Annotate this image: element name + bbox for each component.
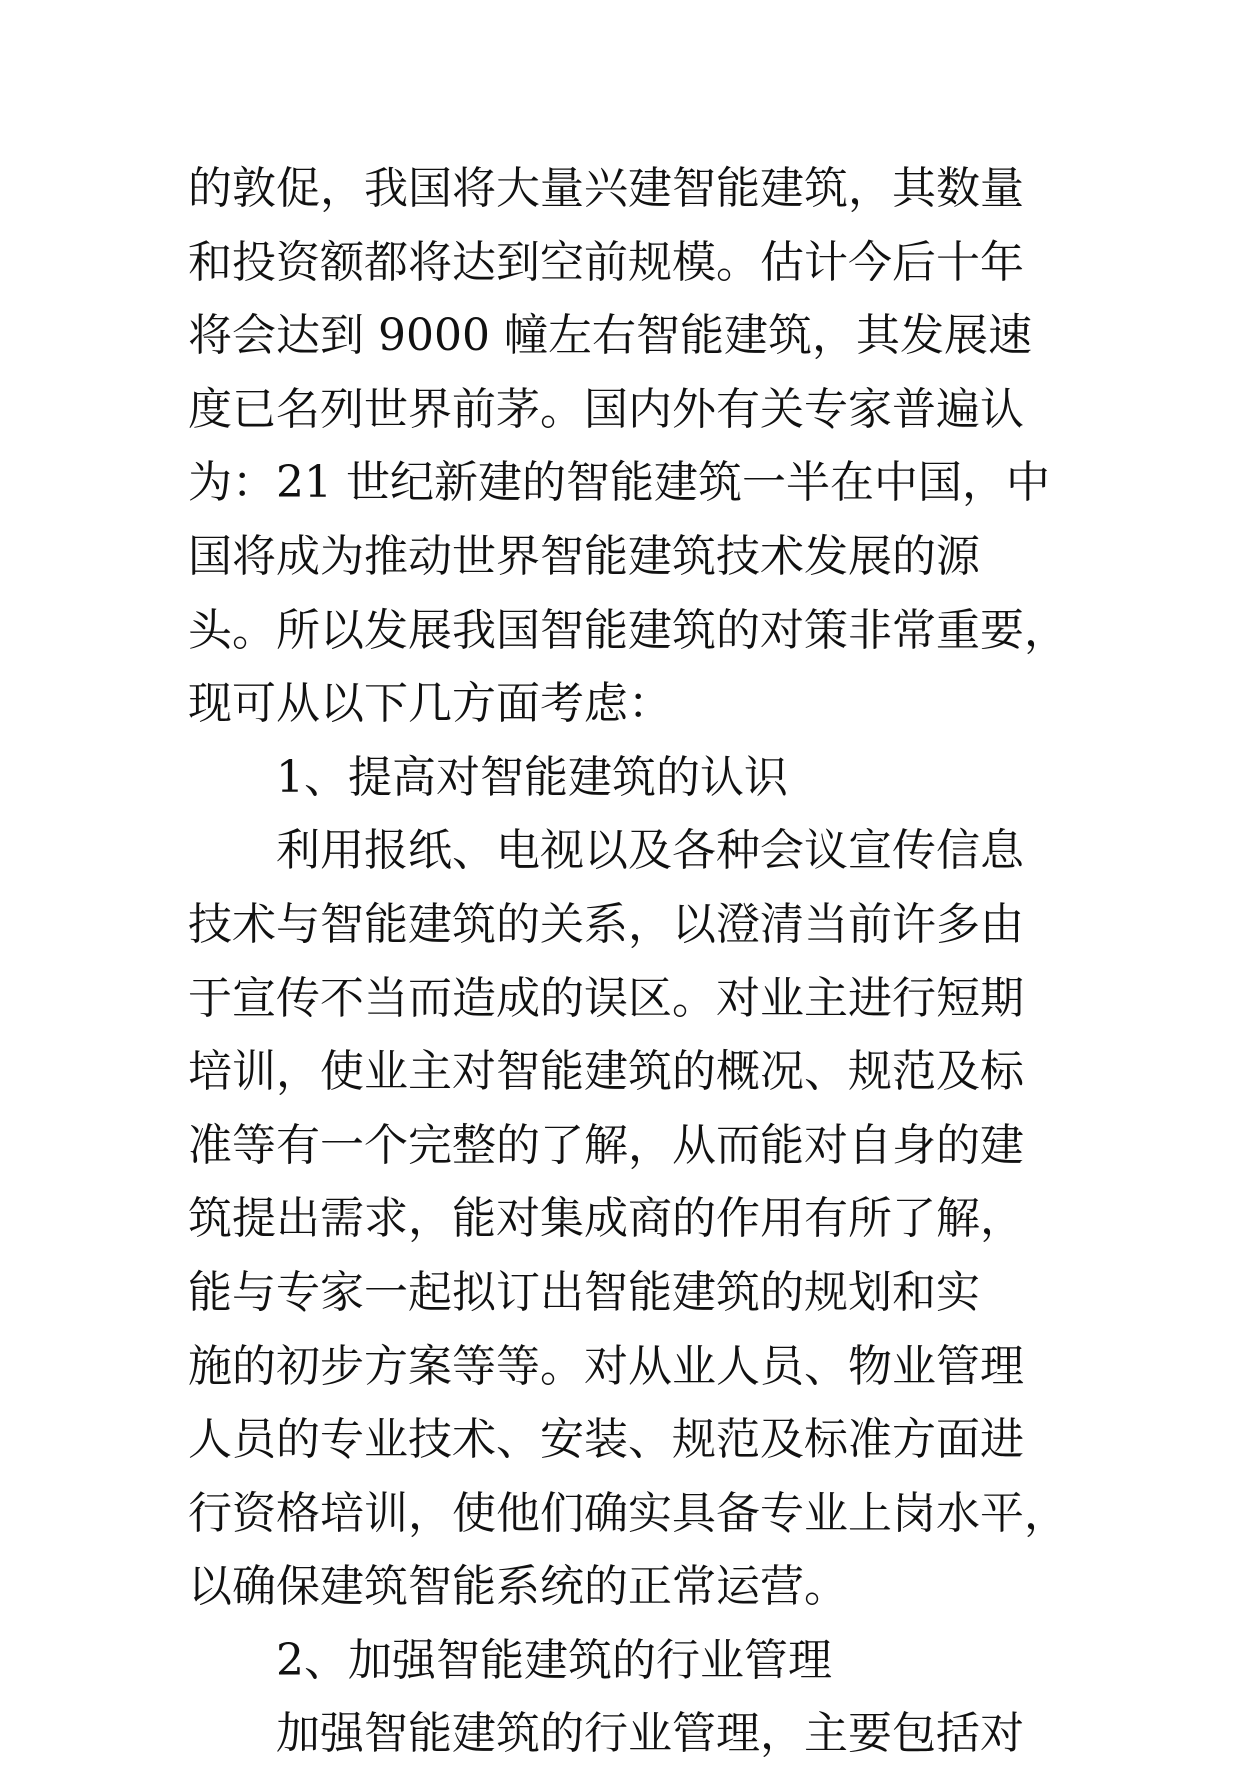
text-line: 现可从以下几方面考虑： (188, 678, 672, 730)
text-line: 技术与智能建筑的关系，以澄清当前许多由 (188, 898, 1024, 950)
text-line: 的敦促，我国将大量兴建智能建筑，其数量 (188, 163, 1024, 214)
text-line: 施的初步方案等等。对从业人员、物业管理 (188, 1340, 1024, 1392)
text-line: 于宣传不当而造成的误区。对业主进行短期 (188, 972, 1024, 1024)
text-line: 人员的专业技术、安装、规范及标准方面进 (188, 1414, 1024, 1466)
text-line: 能与专家一起拟订出智能建筑的规划和实 (188, 1266, 980, 1318)
text-line: 以确保建筑智能系统的正常运营。 (188, 1561, 848, 1613)
text-line: 将会达到 9000 幢左右智能建筑，其发展速 (188, 310, 1032, 362)
paragraph-start: 加强智能建筑的行业管理，主要包括对 (276, 1708, 1024, 1760)
text-line: 度已名列世界前茅。国内外有关专家普遍认 (188, 383, 1024, 435)
section-heading: 2、加强智能建筑的行业管理 (276, 1634, 832, 1686)
section-heading: 1、提高对智能建筑的认识 (276, 751, 788, 803)
paragraph-start: 利用报纸、电视以及各种会议宣传信息 (276, 825, 1024, 877)
text-line: 头。所以发展我国智能建筑的对策非常重要， (188, 604, 1068, 656)
text-line: 和投资额都将达到空前规模。估计今后十年 (188, 236, 1024, 288)
text-line: 行资格培训，使他们确实具备专业上岗水平， (188, 1487, 1068, 1539)
text-line: 准等有一个完整的了解，从而能对自身的建 (188, 1119, 1024, 1171)
text-line: 培训，使业主对智能建筑的概况、规范及标 (188, 1046, 1024, 1098)
text-line: 国将成为推动世界智能建筑技术发展的源 (188, 530, 980, 582)
body-text (188, 152, 1068, 1771)
text-line: 为：21 世纪新建的智能建筑一半在中国，中 (188, 457, 1050, 509)
text-line: 筑提出需求，能对集成商的作用有所了解， (188, 1193, 1024, 1245)
